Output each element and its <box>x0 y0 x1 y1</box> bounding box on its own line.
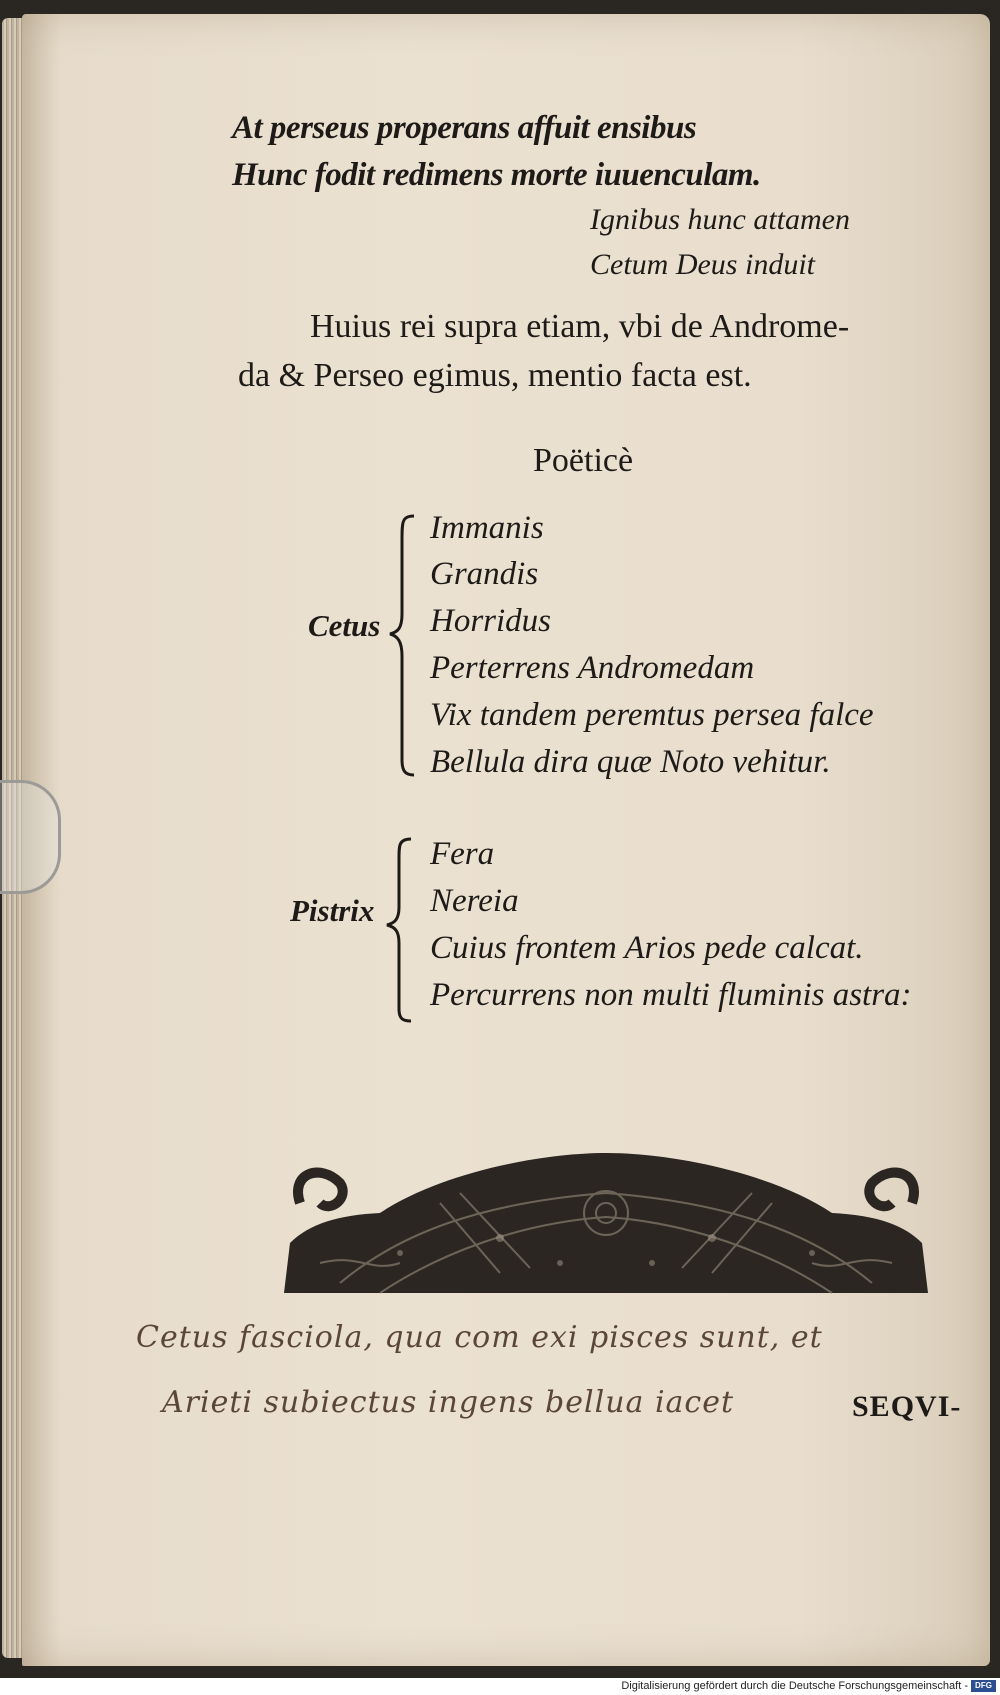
book-clip <box>0 780 61 894</box>
woodcut-ornament <box>280 1143 932 1301</box>
pistrix-item-4: Percurrens non multi fluminis astra: <box>430 977 912 1013</box>
verse-line-3: Ignibus hunc attamen <box>590 203 850 236</box>
cetus-item-5: Vix tandem peremtus persea falce <box>430 697 874 733</box>
pistrix-item-2: Nereia <box>430 883 519 919</box>
verse-line-4: Cetum Deus induit <box>590 248 815 281</box>
cetus-item-4: Perterrens Andromedam <box>430 650 755 686</box>
verse-line-2: Hunc fodit redimens morte iuuenculam. <box>232 157 761 193</box>
dfg-logo-icon: DFG <box>971 1680 996 1692</box>
pistrix-item-1: Fera <box>430 836 495 872</box>
cetus-item-1: Immanis <box>430 510 544 546</box>
cetus-item-3: Horridus <box>430 603 552 639</box>
prose-line-1: Huius rei supra etiam, vbi de Androme- <box>310 308 850 345</box>
section-heading: Poëticè <box>533 442 634 479</box>
cetus-item-6: Bellula dira quæ Noto vehitur. <box>430 744 831 780</box>
handwritten-note-line-2: Arieti subiectus ingens bellua iacet <box>162 1385 735 1420</box>
handwritten-note-line-1: Cetus fasciola, qua com exi pisces sunt, et <box>136 1320 823 1355</box>
cetus-item-2: Grandis <box>430 556 539 592</box>
cetus-brace <box>388 510 418 780</box>
prose-line-2: da & Perseo egimus, mentio facta est. <box>238 357 752 394</box>
pistrix-item-3: Cuius frontem Arios pede calcat. <box>430 930 864 966</box>
footer-credit: Digitalisierung gefördert durch die Deutsche Forschungsgemeinschaft - <box>621 1680 968 1692</box>
pistrix-label: Pistrix <box>290 893 375 928</box>
cetus-label: Cetus <box>308 608 381 643</box>
pistrix-brace <box>385 835 415 1025</box>
catchword: SEQVI- <box>852 1390 962 1423</box>
digitization-footer <box>0 1678 1000 1695</box>
verse-line-1: At perseus properans affuit ensibus <box>232 110 697 146</box>
